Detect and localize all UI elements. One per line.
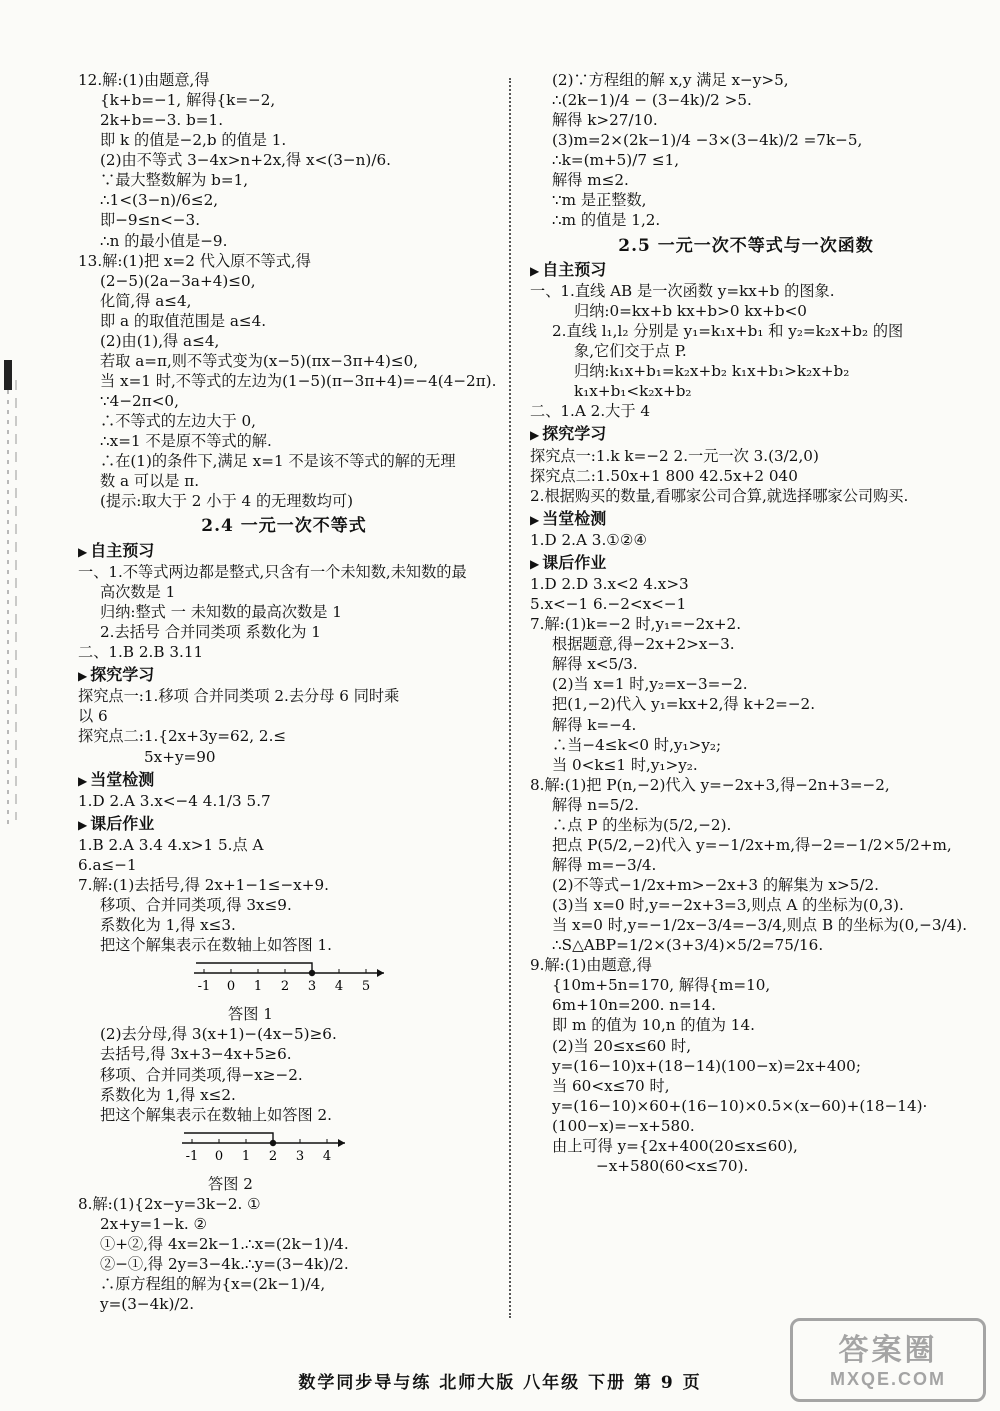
text-line: 解得 k=−4.: [552, 715, 637, 734]
triangle-icon: ▶: [78, 773, 88, 788]
text-line: 9.解:(1)由题意,得: [530, 956, 652, 975]
text-line: 以 6: [78, 707, 108, 726]
text-line: ∴(2k−1)/4 − (3−4k)/2 >5.: [552, 91, 752, 110]
text-line: 把点 P(5/2,−2)代入 y=−1/2x+m,得−2=−1/2×5/2+m,: [552, 835, 952, 854]
triangle-icon: ▶: [530, 512, 540, 527]
text-line: ∵m 是正整数,: [552, 191, 647, 210]
triangle-icon: ▶: [530, 263, 540, 278]
watermark-url: MXQE.COM: [829, 1369, 946, 1389]
text-line: 解得 x<5/3.: [552, 655, 638, 674]
text-line: 即 a 的取值范围是 a≤4.: [100, 311, 267, 330]
text-line: 1.D 2.D 3.x<2 4.x>3: [530, 575, 689, 594]
text-line: (2−5)(2a−3a+4)≤0,: [100, 271, 256, 290]
homework-7-part2: [78, 1024, 490, 1124]
text-line: 归纳:k₁x+b₁=k₂x+b₂ k₁x+b₁>k₂x+b₂: [574, 362, 850, 381]
number-line-figure-1: [190, 959, 490, 1004]
page-footer: 数学同步导与练 北师大版 八年级 下册 第 9 页: [298, 1373, 702, 1393]
text-line: 解得 m≤2.: [552, 171, 629, 190]
text-line: ∴不等式的左边大于 0,: [100, 412, 257, 431]
text-line: 7.解:(1)k=−2 时,y₁=−2x+2.: [530, 615, 742, 634]
column-divider: [509, 78, 511, 1318]
text-line: 解得 k>27/10.: [552, 111, 658, 130]
text-line: 12.解:(1)由题意,得: [78, 71, 210, 89]
number-line-2: [178, 1129, 378, 1169]
text-line: 解得 m=−3/4.: [552, 855, 657, 874]
preview-block: [78, 562, 490, 662]
text-line: 1.D 2.A 3.x<−4 4.1/3 5.7: [78, 791, 271, 810]
text-line: 即−9≤n<−3.: [100, 211, 201, 230]
scan-edge-icon: [2, 360, 32, 840]
subheader-preview: ▶ 自主预习: [78, 540, 155, 560]
subheader-homework-2-5: ▶ 课后作业: [530, 552, 607, 572]
triangle-icon: ▶: [78, 817, 88, 832]
subheader-check: ▶ 当堂检测: [78, 769, 155, 789]
text-line: 2k+b=−3. b=1.: [100, 111, 224, 130]
text-line: y=(16−10)×60+(16−10)×0.5×(x−60)+(18−14)·: [552, 1096, 928, 1115]
text-line: (2)不等式−1/2x+m>−2x+3 的解集为 x>5/2.: [552, 876, 879, 894]
text-line: 5.x<−1 6.−2<x<−1: [530, 595, 687, 614]
text-line: 2.去括号 合并同类项 系数化为 1: [100, 623, 321, 642]
text-line: (2)去分母,得 3(x+1)−(4x−5)≥6.: [100, 1025, 337, 1044]
text-line: 二、1.B 2.B 3.11: [78, 643, 204, 662]
figure-1-caption: 答图 1: [228, 1005, 273, 1024]
text-line: 把这个解集表示在数轴上如答图 2.: [100, 1105, 332, 1124]
solution-ray: [196, 963, 312, 973]
tick-label: 4: [334, 979, 344, 995]
text-line: (2)由不等式 3−4x>n+2x,得 x<(3−n)/6.: [100, 151, 391, 170]
triangle-icon: ▶: [78, 544, 88, 559]
text-line: 2.根据购买的数量,看哪家公司合算,就选择哪家公司购买.: [530, 486, 909, 505]
homework-block-2-5: [530, 574, 968, 1176]
text-line: 1.B 2.A 3.4 4.x>1 5.点 A: [78, 835, 264, 854]
text-line: 8.解:(1){2x−y=3k−2. ①: [78, 1194, 261, 1213]
text-line: 探究点一:1.移项 合并同类项 2.去分母 6 同时乘: [78, 687, 400, 706]
text-line: 高次数是 1: [100, 582, 176, 601]
text-line: ①+②,得 4x=2k−1.∴x=(2k−1)/4.: [100, 1234, 349, 1253]
watermark-text: 答案圈: [838, 1334, 938, 1367]
subheader-homework: ▶ 课后作业: [78, 813, 155, 833]
tick-label: 1: [253, 979, 263, 995]
tick-label: 0: [226, 979, 236, 995]
triangle-icon: ▶: [530, 428, 540, 443]
text-line: 归纳:整式 一 未知数的最高次数是 1: [100, 603, 342, 622]
text-line: (2)∵方程组的解 x,y 满足 x−y>5,: [552, 71, 789, 89]
text-line: 数 a 可以是 π.: [100, 472, 200, 491]
text-line: ∵4−2π<0,: [100, 392, 179, 410]
text-line: 把(1,−2)代入 y₁=kx+2,得 k+2=−2.: [552, 695, 816, 714]
text-line: 2.直线 l₁,l₂ 分别是 y₁=k₁x+b₁ 和 y₂=k₂x+b₂ 的图: [552, 322, 904, 341]
scan-edge-marks: [2, 360, 32, 840]
preview-block-2-5: [530, 281, 962, 421]
text-line: 若取 a=π,则不等式变为(x−5)(πx−3π+4)≤0,: [100, 351, 419, 370]
text-line: {k+b=−1, 解得{k=−2,: [100, 91, 276, 110]
text-line: 当 x=1 时,不等式的左边为(1−5)(π−3π+4)=−4(4−2π).: [100, 371, 497, 390]
tick-label: -1: [197, 979, 211, 995]
text-line: ∴x=1 不是原不等式的解.: [100, 432, 272, 451]
text-line: 移项、合并同类项,得−x≥−2.: [100, 1065, 303, 1084]
text-line: 由上可得 y={2x+400(20≤x≤60),: [552, 1136, 798, 1155]
subheader-check-2-5: ▶ 当堂检测: [530, 508, 607, 528]
text-line: 归纳:0=kx+b kx+b>0 kx+b<0: [574, 302, 807, 321]
subheader-preview-2-5: ▶ 自主预习: [530, 259, 607, 279]
text-line: (提示:取大于 2 小于 4 的无理数均可): [100, 492, 354, 511]
text-line: 一、1.直线 AB 是一次函数 y=kx+b 的图象.: [530, 282, 835, 301]
homework-8: [78, 1194, 490, 1314]
check-block-2-5: [530, 530, 962, 550]
left-answers-12-13: [78, 70, 497, 511]
subheader-explore: ▶ 探究学习: [78, 665, 155, 685]
tick-label: 3: [295, 1148, 305, 1164]
homework-block: [78, 835, 490, 955]
explore-block: [78, 686, 490, 766]
text-line: y=(3−4k)/2.: [100, 1295, 195, 1314]
text-line: 5x+y=90: [144, 747, 216, 766]
text-line: 即 m 的值为 10,n 的值为 14.: [552, 1016, 755, 1035]
text-line: ②−①,得 2y=3−4k.∴y=(3−4k)/2.: [100, 1255, 349, 1273]
text-line: 把这个解集表示在数轴上如答图 1.: [100, 936, 332, 955]
tick-label: 1: [241, 1148, 251, 1164]
solution-endpoint: [270, 1139, 276, 1145]
tick-label: 0: [214, 1148, 224, 1164]
text-line: 当 x=0 时,y=−1/2x−3/4=−3/4,则点 B 的坐标为(0,−3/4).: [552, 916, 968, 935]
text-line: 13.解:(1)把 x=2 代入原不等式,得: [78, 251, 311, 270]
watermark-logo: [790, 1318, 986, 1402]
text-line: (2)当 20≤x≤60 时,: [552, 1036, 692, 1055]
subheader-explore-2-5: ▶ 探究学习: [530, 424, 607, 444]
text-line: ∴1<(3−n)/6≤2,: [100, 191, 219, 210]
solution-endpoint: [309, 970, 315, 976]
right-column: [530, 70, 968, 1176]
text-line: −x+580(60<x≤70).: [596, 1156, 749, 1175]
text-line: 化简,得 a≤4,: [100, 291, 192, 310]
text-line: 二、1.A 2.大于 4: [530, 402, 651, 421]
text-line: (2)当 x=1 时,y₂=x−3=−2.: [552, 675, 748, 694]
text-line: (3)当 x=0 时,y=−2x+3=3,则点 A 的坐标为(0,3).: [552, 896, 904, 915]
text-line: (100−x)=−x+580.: [552, 1116, 695, 1135]
text-line: 即 k 的值是−2,b 的值是 1.: [100, 131, 287, 150]
tick-label: 2: [268, 1148, 278, 1164]
text-line: 6.a≤−1: [78, 855, 137, 874]
text-line: ∵最大整数解为 b=1,: [100, 171, 249, 190]
check-block: [78, 791, 490, 811]
text-line: 解得 n=5/2.: [552, 795, 639, 814]
text-line: (3)m=2×(2k−1)/4 −3×(3−4k)/2 =7k−5,: [552, 131, 863, 150]
text-line: 系数化为 1,得 x≤2.: [100, 1085, 236, 1104]
text-line: 探究点一:1.k k=−2 2.一元一次 3.(3/2,0): [530, 446, 819, 465]
explore-block-2-5: [530, 446, 962, 506]
figure-2-caption: 答图 2: [208, 1174, 253, 1193]
text-line: 一、1.不等式两边都是整式,只含有一个未知数,未知数的最: [78, 562, 467, 581]
text-line: 当 60<x≤70 时,: [552, 1076, 670, 1095]
section-title-2-5: 2.5 一元一次不等式与一次函数: [618, 235, 874, 256]
text-line: 象,它们交于点 P.: [574, 342, 687, 361]
text-line: 6m+10n=200. n=14.: [552, 996, 716, 1015]
text-line: 当 0<k≤1 时,y₁>y₂.: [552, 755, 698, 774]
text-line: y=(16−10)x+(18−14)(100−x)=2x+400;: [552, 1056, 861, 1075]
solution-ray: [184, 1133, 273, 1143]
left-column: [78, 70, 497, 1314]
triangle-icon: ▶: [530, 556, 540, 571]
tick-label: 2: [280, 979, 290, 995]
number-line-1: [190, 959, 390, 999]
text-line: 7.解:(1)去括号,得 2x+1−1≤−x+9.: [78, 876, 329, 894]
homework-8-continued: [530, 70, 962, 231]
text-line: k₁x+b₁<k₂x+b₂: [574, 382, 692, 401]
text-line: ∴原方程组的解为{x=(2k−1)/4,: [100, 1275, 326, 1294]
axis-arrow-icon: [338, 1139, 345, 1147]
text-line: (2)由(1),得 a≤4,: [100, 331, 220, 350]
text-line: 移项、合并同类项,得 3x≤9.: [100, 896, 292, 915]
text-line: ∴点 P 的坐标为(5/2,−2).: [552, 815, 732, 834]
text-line: ∴S△ABP=1/2×(3+3/4)×5/2=75/16.: [552, 936, 824, 955]
text-line: ∴在(1)的条件下,满足 x=1 不是该不等式的解的无理: [100, 452, 456, 471]
text-line: 系数化为 1,得 x≤3.: [100, 916, 236, 935]
axis-arrow-icon: [377, 969, 384, 977]
text-line: 探究点二:1.50x+1 800 42.5x+2 040: [530, 466, 798, 485]
text-line: ∴n 的最小值是−9.: [100, 231, 228, 250]
text-line: 2x+y=1−k. ②: [100, 1214, 208, 1233]
text-line: ∴当−4≤k<0 时,y₁>y₂;: [552, 735, 722, 754]
tick-label: 4: [322, 1148, 332, 1164]
text-line: 探究点二:1.{2x+3y=62, 2.≤: [78, 727, 287, 746]
text-line: 1.D 2.A 3.①②④: [530, 530, 648, 549]
text-line: ∴k=(m+5)/7 ≤1,: [552, 151, 680, 170]
text-line: 8.解:(1)把 P(n,−2)代入 y=−2x+3,得−2n+3=−2,: [530, 775, 890, 794]
text-line: {10m+5n=170, 解得{m=10,: [552, 976, 771, 995]
tick-label: -1: [185, 1148, 199, 1164]
triangle-icon: ▶: [78, 669, 88, 684]
tick-label: 5: [361, 979, 371, 995]
text-line: 去括号,得 3x+3−4x+5≥6.: [100, 1045, 292, 1064]
number-line-figure-2: [178, 1129, 490, 1174]
section-title-2-4: 2.4 一元一次不等式: [201, 516, 367, 537]
text-line: 根据题意,得−2x+2>x−3.: [552, 635, 735, 654]
tick-label: 3: [307, 979, 317, 995]
text-line: ∴m 的值是 1,2.: [552, 211, 661, 230]
